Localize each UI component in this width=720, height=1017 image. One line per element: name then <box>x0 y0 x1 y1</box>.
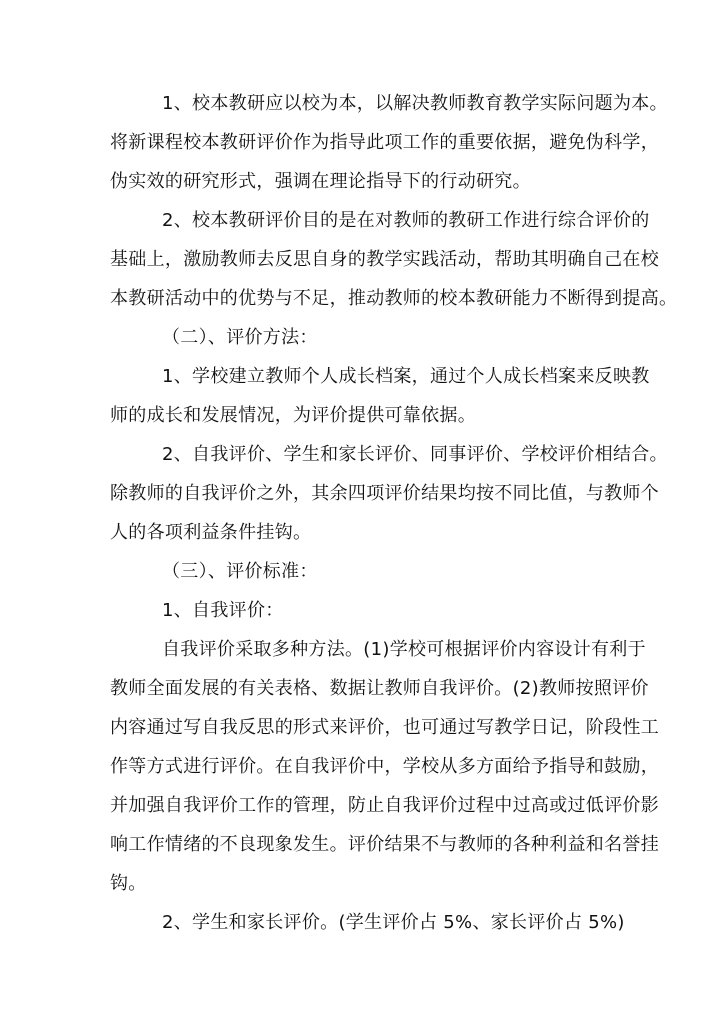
section-heading-methods: （二）、评价方法： <box>162 327 318 348</box>
paragraph-1-line-2: 将新课程校本教研评价作为指导此项工作的重要依据，避免伪科学， <box>110 132 659 153</box>
paragraph-4-line-2: 除教师的自我评价之外，其余四项评价结果均按不同比值，与教师个 <box>110 483 659 504</box>
paragraph-5-line-2: 教师全面发展的有关表格、数据让教师自我评价。(2)教师按照评价 <box>110 678 649 699</box>
paragraph-4-line-3: 人的各项利益条件挂钩。 <box>110 522 312 543</box>
paragraph-1-line-1: 1、校本教研应以校为本，以解决教师教育教学实际问题为本。 <box>162 93 668 114</box>
paragraph-5-line-4: 作等方式进行评价。在自我评价中，学校从多方面给予指导和鼓励， <box>110 756 659 777</box>
paragraph-2-line-1: 2、校本教研评价目的是在对教师的教研工作进行综合评价的 <box>162 210 650 231</box>
paragraph-2-line-2: 基础上，激励教师去反思自身的教学实践活动，帮助其明确自己在校 <box>110 249 659 270</box>
section-heading-standards: （三）、评价标准： <box>162 561 318 582</box>
paragraph-3-line-1: 1、学校建立教师个人成长档案，通过个人成长档案来反映教 <box>162 366 650 387</box>
paragraph-5-line-3: 内容通过写自我反思的形式来评价，也可通过写教学日记，阶段性工 <box>110 717 659 738</box>
subheading-self-evaluation: 1、自我评价： <box>162 600 284 621</box>
paragraph-3-line-2: 师的成长和发展情况，为评价提供可靠依据。 <box>110 405 476 426</box>
paragraph-4-line-1: 2、自我评价、学生和家长评价、同事评价、学校评价相结合。 <box>162 444 668 465</box>
paragraph-5-line-6: 响工作情绪的不良现象发生。评价结果不与教师的各种利益和名誉挂 <box>110 834 659 855</box>
paragraph-5-line-1: 自我评价采取多种方法。(1)学校可根据评价内容设计有利于 <box>162 639 646 660</box>
subheading-student-parent-evaluation: 2、学生和家长评价。(学生评价占 5%、家长评价占 5%) <box>162 912 625 933</box>
paragraph-1-line-3: 伪实效的研究形式，强调在理论指导下的行动研究。 <box>110 171 531 192</box>
paragraph-5-line-7: 钩。 <box>110 873 147 894</box>
paragraph-5-line-5: 并加强自我评价工作的管理，防止自我评价过程中过高或过低评价影 <box>110 795 659 816</box>
paragraph-2-line-3: 本教研活动中的优势与不足，推动教师的校本教研能力不断得到提高。 <box>110 288 678 309</box>
